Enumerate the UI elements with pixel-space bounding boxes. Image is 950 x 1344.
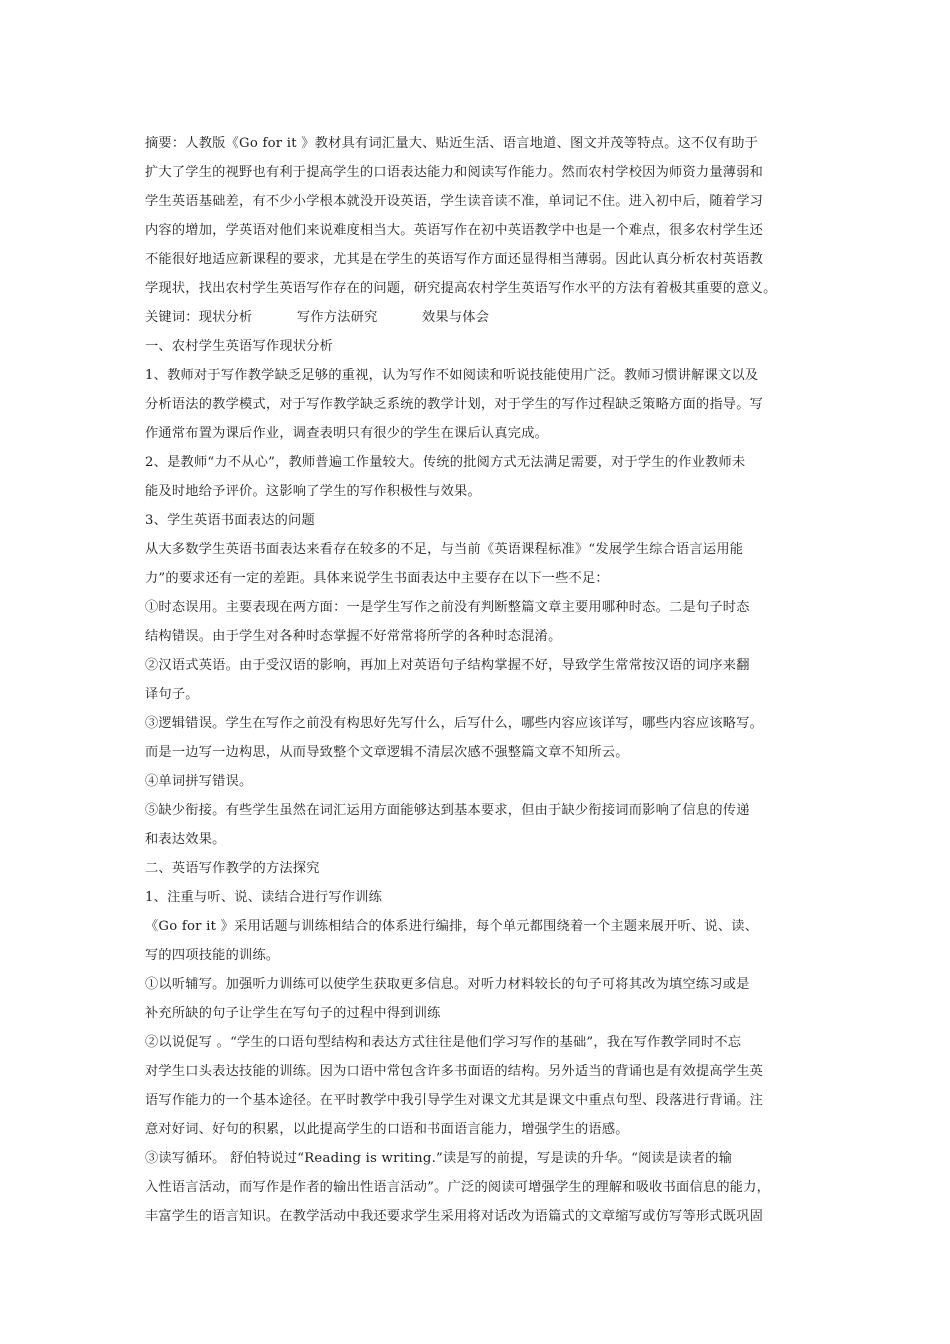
section-heading: 一、农村学生英语写作现状分析: [145, 339, 334, 354]
abstract-line: 扩大了学生的视野也有利于提高学生的口语表达能力和阅读写作能力。然而农村学校因为师资力量薄弱和: [145, 165, 764, 180]
list-item-line: ③读写循环。 舒伯特说过“Reading is writing.”读是写的前提，写是读的升华。“阅读是读者的输: [145, 1151, 733, 1166]
list-item-line: ③逻辑错误。学生在写作之前没有构思好先写什么，后写什么，哪些内容应该详写，哪些内容应该略写。: [145, 716, 764, 731]
paragraph-line: 从大多数学生英语书面表达来看存在较多的不足，与当前《英语课程标准》“发展学生综合语言运用能: [145, 542, 744, 557]
paragraph-line: 1、教师对于写作教学缺乏足够的重视，认为写作不如阅读和听说技能使用广泛。教师习惯讲解课文以及: [145, 368, 759, 383]
list-item-line: 丰富学生的语言知识。在教学活动中我还要求学生采用将对话改为语篇式的文章缩写或仿写等形式既巩固: [145, 1209, 764, 1224]
paragraph-line: 力”的要求还有一定的差距。具体来说学生书面表达中主要存在以下一些不足：: [145, 571, 609, 586]
list-item-line: 语写作能力的一个基本途径。在平时教学中我引导学生对课文尤其是课文中重点句型、段落进行背诵。注: [145, 1093, 764, 1108]
list-item-line: ①时态误用。主要表现在两方面：一是学生写作之前没有判断整篇文章主要用哪种时态。二是句子时态: [145, 600, 750, 615]
list-item-line: ④单词拼写错误。: [145, 774, 253, 789]
abstract-line: 不能很好地适应新课程的要求，尤其是在学生的英语写作方面还显得相当薄弱。因此认真分析农村英语教: [145, 252, 764, 267]
document-body: [145, 129, 825, 1231]
list-item-line: 入性语言活动，而写作是作者的输出性语言活动”。广泛的阅读可增强学生的理解和吸收书面信息的能力，: [145, 1180, 771, 1195]
list-item-line: 和表达效果。: [145, 832, 226, 847]
list-item-line: ②以说促写 。“学生的口语句型结构和表达方式往往是他们学习写作的基础”，我在写作教学同时不忘: [145, 1035, 742, 1050]
abstract-line: 内容的增加，学英语对他们来说难度相当大。英语写作在初中英语教学中也是一个难点，很多农村学生还: [145, 223, 764, 238]
paragraph-line: 《Go for it 》采用话题与训练相结合的体系进行编排，每个单元都围绕着一个主题来展开听、说、读、: [145, 919, 759, 934]
list-item-line: 对学生口头表达技能的训练。因为口语中常包含许多书面语的结构。另外适当的背诵也是有效提高学生英: [145, 1064, 764, 1079]
abstract-line: 学现状，找出农村学生英语写作存在的问题，研究提高农村学生英语写作水平的方法有着极其重要的意义。: [145, 281, 777, 296]
subsection-heading: 1、注重与听、说、读结合进行写作训练: [145, 890, 383, 905]
list-item-line: 译句子。: [145, 687, 199, 702]
paragraph-line: 分析语法的教学模式，对于写作教学缺乏系统的教学计划，对于学生的写作过程缺乏策略方面的指导。写: [145, 397, 764, 412]
list-item-line: 结构错误。由于学生对各种时态掌握不好常常将所学的各种时态混淆。: [145, 629, 562, 644]
paragraph-line: 2、是教师“力不从心”，教师普遍工作量较大。传统的批阅方式无法满足需要，对于学生的作业教师未: [145, 455, 746, 470]
paragraph-line: 写的四项技能的训练。: [145, 948, 280, 963]
list-item-line: ②汉语式英语。由于受汉语的影响，再加上对英语句子结构掌握不好，导致学生常常按汉语的词序来翻: [145, 658, 750, 673]
list-item-line: 意对好词、好句的积累，以此提高学生的口语和书面语言能力，增强学生的语感。: [145, 1122, 629, 1137]
keywords-line: 关键词：现状分析 写作方法研究 效果与体会: [145, 310, 490, 325]
list-item-line: 补充所缺的句子让学生在写句子的过程中得到训练: [145, 1006, 441, 1021]
abstract-line: 摘要：人教版《Go for it 》教材具有词汇量大、贴近生活、语言地道、图文并茂等特点。这不仅有助于: [145, 136, 759, 151]
paragraph-line: 能及时地给予评价。这影响了学生的写作积极性与效果。: [145, 484, 481, 499]
subsection-heading: 3、学生英语书面表达的问题: [145, 513, 315, 528]
list-item-line: ①以听辅写。加强听力训练可以使学生获取更多信息。对听力材料较长的句子可将其改为填空练习或是: [145, 977, 750, 992]
section-heading: 二、英语写作教学的方法探究: [145, 861, 320, 876]
paragraph-line: 作通常布置为课后作业，调查表明只有很少的学生在课后认真完成。: [145, 426, 549, 441]
list-item-line: ⑤缺少衔接。有些学生虽然在词汇运用方面能够达到基本要求，但由于缺少衔接词而影响了信息的传递: [145, 803, 750, 818]
list-item-line: 而是一边写一边构思，从而导致整个文章逻辑不清层次感不强整篇文章不知所云。: [145, 745, 629, 760]
abstract-line: 学生英语基础差，有不少小学根本就没开设英语，学生读音读不准，单词记不住。进入初中后，随着学习: [145, 194, 764, 209]
